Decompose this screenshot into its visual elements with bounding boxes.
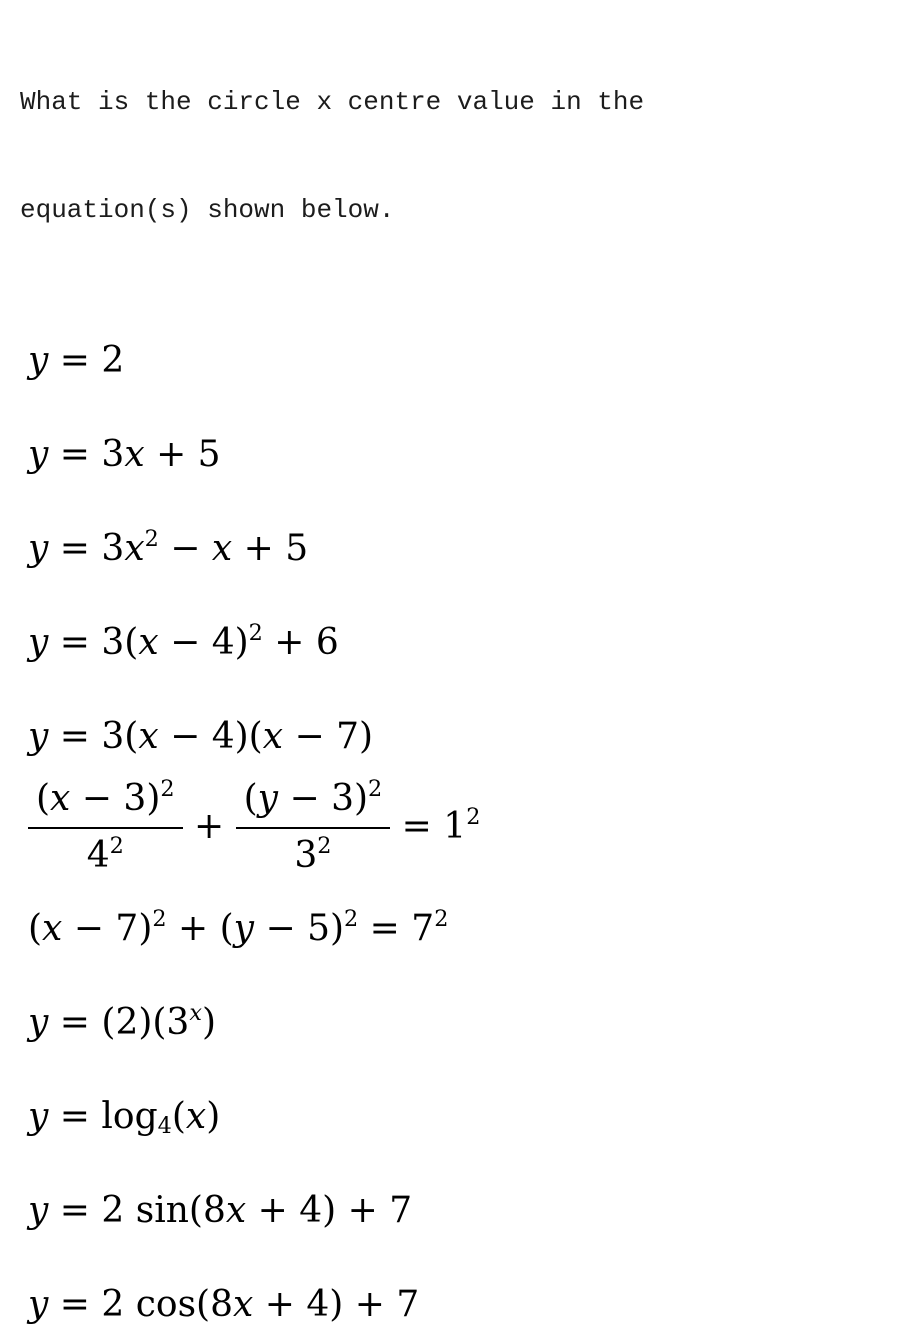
question-line-1: What is the circle x centre value in the [20,87,645,117]
equation-row-sine: y = 2 sin(8x + 4) + 7 [28,1190,413,1231]
question-text [0,0,900,264]
equation-row-linear: y = 3x + 5 [28,434,221,475]
equation-row-cosine: y = 2 cos(8x + 4) + 7 [28,1284,420,1325]
equation-row-logarithm: y = log4(x) [28,1096,221,1139]
equation-row-circle: $(x - 7)^2 + (y - 5)^2 = 7^2$ [28,906,449,949]
fraction: $\frac{(y - 3)^2}{3^2}$ [236,773,391,881]
equation-row-factored-form: y = 3(x − 4)(x − 7) [28,716,374,757]
equation-row-quadratic: $y = 3x^2 - x + 5$ [28,526,309,569]
equation-row-exponential: $y = (2)(3^x)$ [28,1000,216,1043]
equation-row-ellipse: $(x - 3)^2$ $4^2$ + $\frac{(y - 3)^2}{3^2}$ = $1^2$ [28,773,900,881]
equation-list [0,336,900,1330]
fraction: $(x - 3)^2$ $4^2$ [28,773,183,881]
equation-row-vertex-form: $y = 3(x - 4)^2 + 6$ [28,620,339,663]
equation-row-constant: y = 2 [28,340,125,381]
question-line-2: equation(s) shown below. [20,195,395,225]
